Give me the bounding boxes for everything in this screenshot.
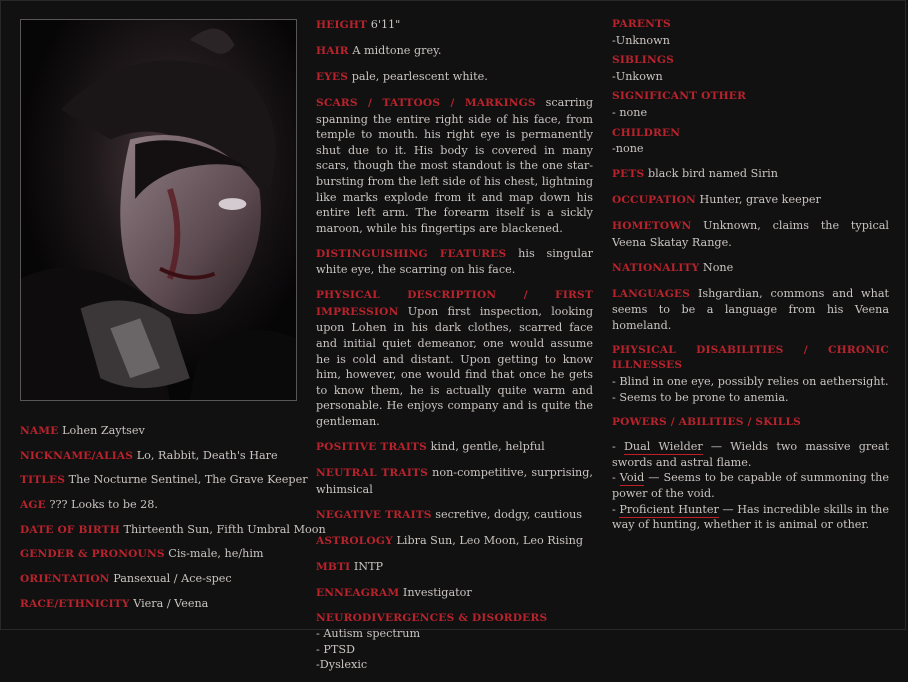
dob-label: DATE OF BIRTH	[20, 523, 120, 536]
appearance-personality-column	[316, 17, 593, 682]
eyes-value: pale, pearlescent white.	[351, 69, 488, 83]
disabilities-label: PHYSICAL DISABILITIES / CHRONIC ILLNESSES	[612, 343, 889, 372]
power-name: Void	[619, 471, 645, 485]
features-field	[316, 246, 593, 278]
hometown-label: HOMETOWN	[612, 220, 692, 233]
titles-value: The Nocturne Sentinel, The Grave Keeper	[68, 473, 308, 487]
age-row	[20, 497, 300, 522]
neuro-item: -Dyslexic	[316, 658, 368, 672]
name-value: Lohen Zaytsev	[62, 424, 145, 437]
scars-field	[316, 95, 593, 236]
astrology-label: ASTROLOGY	[316, 534, 393, 547]
neuro-item: - PTSD	[316, 642, 355, 656]
scars-value: scarring spanning the entire right side of his face, from temple to mouth. his right eye is permanently shut due to it. His body is covered in many scars, though the most standout is the one star-bursting from the left side of his chest, lightning like marks explode from it and map down his entire left arm. The forearm itself is a sickly maroon, while his fingertips are blackened.	[316, 95, 593, 235]
occupation-field	[612, 192, 889, 209]
children-label: CHILDREN	[612, 126, 681, 139]
negative-value: secretive, dodgy, cautious	[435, 507, 583, 521]
orientation-row	[20, 571, 300, 596]
power-item	[612, 502, 889, 533]
mbti-value: INTP	[353, 559, 384, 573]
disability-item: - Blind in one eye, possibly relies on aethersight.	[612, 375, 889, 389]
power-prefix: -	[612, 440, 624, 454]
basic-info-list	[20, 423, 326, 621]
occupation-label: OCCUPATION	[612, 194, 696, 207]
mbti-field	[316, 559, 593, 576]
neutral-field	[316, 465, 593, 497]
background-column	[612, 17, 889, 542]
nationality-label: NATIONALITY	[612, 261, 700, 274]
name-row	[20, 423, 300, 448]
neuro-item: - Autism spectrum	[316, 627, 421, 641]
languages-value: Ishgardian, commons and what seems to be a language from his Veena homeland.	[612, 286, 889, 332]
positive-value: kind, gentle, helpful	[430, 440, 545, 453]
power-prefix: -	[612, 471, 620, 485]
pets-label: PETS	[612, 168, 645, 181]
height-value: 6'11"	[370, 18, 401, 31]
disability-item: - Seems to be prone to anemia.	[612, 390, 789, 404]
eyes-field	[316, 69, 593, 86]
children-field	[612, 126, 889, 157]
siblings-label: SIBLINGS	[612, 54, 674, 67]
parents-value: -Unknown	[612, 33, 670, 47]
nickname-value: Lo, Rabbit, Death's Hare	[136, 448, 278, 462]
languages-field	[612, 286, 889, 334]
neutral-label: NEUTRAL TRAITS	[316, 466, 428, 479]
physical-value: Upon first inspection, looking upon Lohen in his dark clothes, scarred face and initial quiet demeanor, one would assume he is cold and distant. Upon getting to know him, however, one would find that once he gets to know them, he is actually quite warm and personable. He enjoys company and is quite the gentleman.	[316, 304, 593, 429]
race-value: Viera / Veena	[133, 596, 209, 610]
nickname-label: NICKNAME/ALIAS	[20, 449, 134, 462]
age-value: ??? Looks to be 28.	[49, 498, 158, 512]
siblings-value: -Unkown	[612, 69, 663, 83]
neutral-value: non-competitive, surprising, whimsical	[316, 465, 593, 496]
siblings-field	[612, 53, 889, 84]
hometown-value: Unknown, claims the typical Veena Skatay Range.	[612, 219, 889, 249]
pets-field	[612, 166, 889, 183]
parents-field	[612, 17, 889, 48]
negative-label: NEGATIVE TRAITS	[316, 508, 432, 521]
parents-label: PARENTS	[612, 18, 671, 30]
neuro-label: NEURODIVERGENCES & DISORDERS	[316, 611, 548, 624]
name-label: NAME	[20, 425, 59, 437]
astrology-value: Libra Sun, Leo Moon, Leo Rising	[396, 533, 583, 547]
race-label: RACE/ETHNICITY	[20, 597, 130, 610]
gender-row	[20, 546, 300, 571]
occupation-value: Hunter, grave keeper	[699, 193, 821, 207]
pets-value: black bird named Sirin	[647, 167, 778, 181]
power-desc: — Seems to be capable of summoning the power of the void.	[612, 471, 889, 500]
nationality-value: None	[702, 260, 734, 274]
disabilities-field	[612, 343, 889, 405]
titles-row	[20, 472, 308, 497]
gender-value: Cis-male, he/him	[168, 547, 264, 561]
physical-label: PHYSICAL DESCRIPTION / FIRST IMPRESSION	[316, 289, 593, 318]
astrology-field	[316, 533, 593, 550]
height-field	[316, 17, 593, 34]
character-portrait	[20, 19, 297, 401]
power-item	[612, 439, 889, 470]
so-field	[612, 89, 889, 120]
gender-label: GENDER & PRONOUNS	[20, 548, 165, 561]
so-value: - none	[612, 105, 648, 119]
orientation-label: ORIENTATION	[20, 573, 110, 586]
powers-field	[612, 415, 889, 533]
negative-field	[316, 507, 593, 524]
positive-field	[316, 439, 593, 456]
features-label: DISTINGUISHING FEATURES	[316, 247, 507, 260]
scars-label: SCARS / TATTOOS / MARKINGS	[316, 96, 536, 109]
features-value: his singular white eye, the scarring on his face.	[316, 246, 594, 277]
hair-field	[316, 43, 593, 60]
eyes-label: EYES	[316, 70, 349, 83]
mbti-label: MBTI	[316, 560, 351, 573]
nationality-field	[612, 260, 889, 277]
power-prefix: -	[612, 502, 620, 516]
height-label: HEIGHT	[316, 19, 368, 31]
enneagram-field	[316, 585, 593, 602]
neuro-field	[316, 611, 593, 673]
power-name: Proficient Hunter	[619, 502, 719, 516]
power-desc: — Wields two massive great swords and astral flame.	[612, 440, 889, 469]
physical-field	[316, 287, 593, 429]
power-desc: — Has incredible skills in the way of hunting, whether it is animal or other.	[612, 502, 889, 532]
children-value: -none	[612, 142, 644, 156]
enneagram-label: ENNEAGRAM	[316, 586, 400, 599]
titles-label: TITLES	[20, 474, 66, 487]
hair-label: HAIR	[316, 44, 349, 57]
power-name: Dual Wielder	[623, 440, 703, 454]
race-row	[20, 596, 300, 621]
nickname-row	[20, 448, 300, 473]
age-label: AGE	[20, 499, 46, 512]
dob-row	[20, 522, 326, 547]
hair-value: A midtone grey.	[352, 43, 442, 57]
powers-label: POWERS / ABILITIES / SKILLS	[612, 415, 801, 428]
dob-value: Thirteenth Sun, Fifth Umbral Moon	[123, 522, 326, 536]
so-label: SIGNIFICANT OTHER	[612, 90, 747, 103]
enneagram-value: Investigator	[402, 585, 472, 599]
languages-label: LANGUAGES	[612, 287, 691, 300]
orientation-value: Pansexual / Ace-spec	[113, 572, 232, 586]
positive-label: POSITIVE TRAITS	[316, 441, 428, 453]
hometown-field	[612, 218, 889, 250]
power-item	[612, 470, 889, 501]
